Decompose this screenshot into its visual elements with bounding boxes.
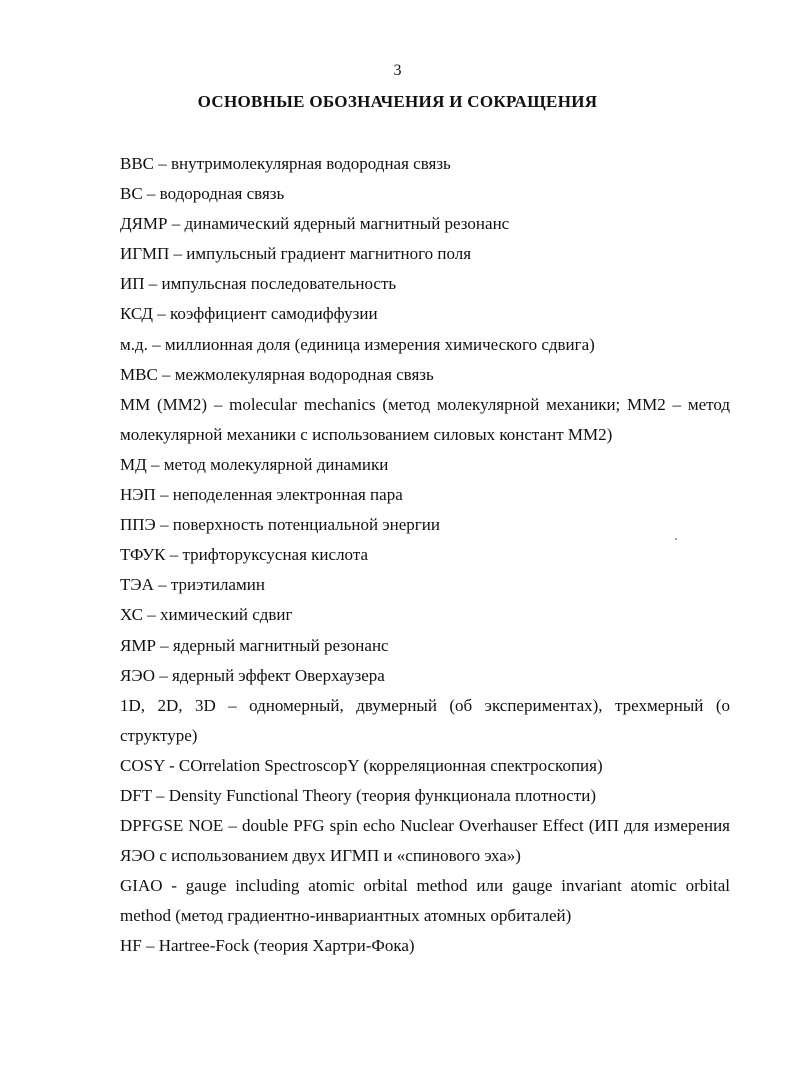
abbreviation-entry: COSY - COrrelation SpectroscopY (корреляционная спектроскопия) — [120, 755, 603, 775]
abbreviation-entry: ВС – водородная связь — [120, 184, 285, 204]
abbreviation-entry: ТЭА – триэтиламин — [120, 575, 265, 595]
abbreviation-entry: ТФУК – трифторуксусная кислота — [120, 545, 369, 565]
abbreviation-entry: ЯЭО – ядерный эффект Оверхаузера — [120, 665, 385, 685]
scan-speck — [675, 538, 677, 540]
abbreviation-entry: ВВС – внутримолекулярная водородная связь — [120, 154, 451, 173]
abbreviation-entry: 1D, 2D, 3D – одномерный, двумерный (об экспериментах), трехмерный (о структуре) — [120, 695, 730, 745]
abbreviation-entry: ДЯМР – динамический ядерный магнитный резонанс — [120, 214, 510, 234]
abbreviation-entry: ЯМР – ядерный магнитный резонанс — [120, 635, 389, 655]
abbreviation-entry: ППЭ – поверхность потенциальной энергии — [120, 515, 440, 535]
abbreviation-entry: DPFGSE NOE – double PFG spin echo Nuclear Overhauser Effect (ИП для измерения ЯЭО с использованием двух ИГМП и «спинового эха») — [120, 816, 730, 866]
abbreviation-entry: HF – Hartree-Fock (теория Хартри-Фока) — [120, 936, 415, 956]
abbreviation-entry: ИГМП – импульсный градиент магнитного поля — [120, 244, 472, 264]
abbreviation-entry: м.д. – миллионная доля (единица измерения химического сдвига) — [120, 334, 595, 354]
abbreviation-entry: DFT – Density Functional Theory (теория функционала плотности) — [120, 785, 596, 805]
abbreviation-entry: КСД – коэффициент самодиффузии — [120, 304, 378, 324]
abbreviation-list — [120, 149, 730, 962]
page-title: ОСНОВНЫЕ ОБОЗНАЧЕНИЯ И СОКРАЩЕНИЯ — [197, 92, 598, 111]
abbreviation-entry: НЭП – неподеленная электронная пара — [120, 485, 403, 505]
page-number: 3 — [393, 62, 402, 79]
abbreviation-entry: МВС – межмолекулярная водородная связь — [120, 364, 434, 384]
abbreviation-entry: ИП – импульсная последовательность — [120, 274, 397, 294]
abbreviation-entry: МД – метод молекулярной динамики — [120, 454, 389, 474]
abbreviation-entry: ММ (ММ2) – molecular mechanics (метод молекулярной механики; ММ2 – метод молекулярной механики с использованием силовых констант ММ2) — [120, 394, 730, 444]
abbreviation-entry: ХС – химический сдвиг — [120, 605, 293, 625]
abbreviation-entry: GIAO - gauge including atomic orbital method или gauge invariant atomic orbital method (метод градиентно-инвариантных атомных орбиталей) — [120, 876, 730, 926]
